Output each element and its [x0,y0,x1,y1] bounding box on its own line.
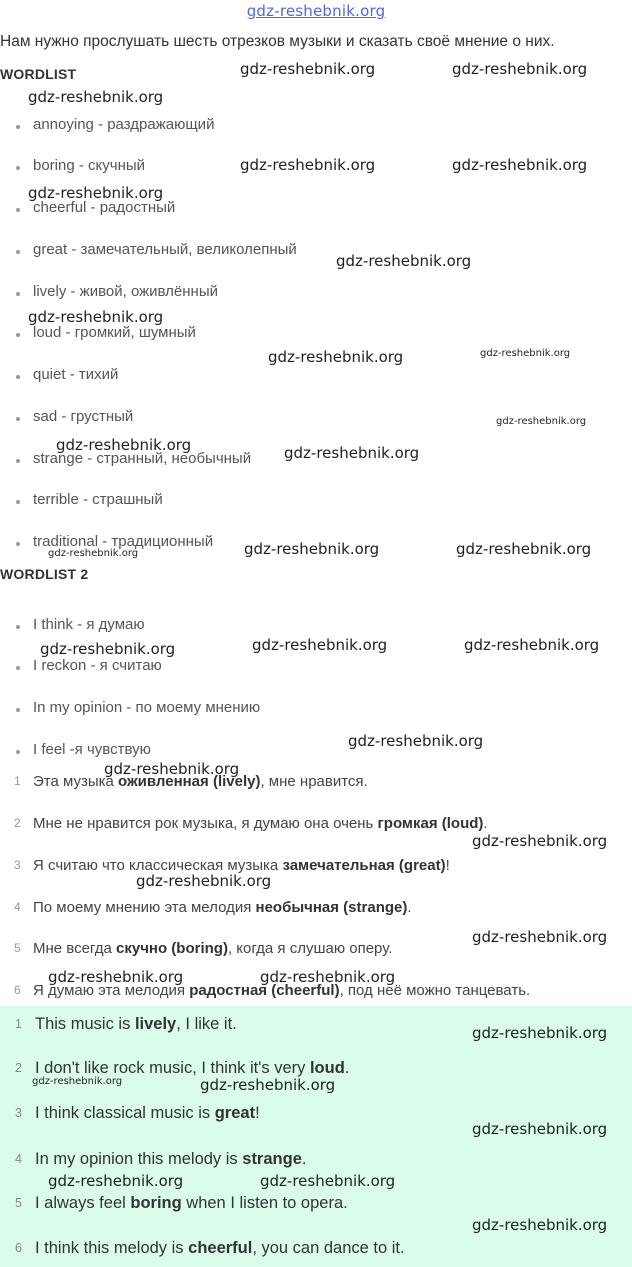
bullet-icon [16,208,20,212]
bullet-icon [16,166,20,170]
watermark: gdz-reshebnik.org [48,1172,184,1190]
watermark: gdz-reshebnik.org [456,540,592,558]
bullet-icon [16,542,20,546]
answer-block: 1 This music is lively, I like it. 2 I don't like rock music, I think it's very loud. 3 I think classical music is great! 4 In my opinion this melody is strange. 5 I always feel boring when I listen to opera. 6 I think this melody is cheerful, you can dance to it. [0,1006,632,1267]
watermark: gdz-reshebnik.org [268,348,404,366]
bullet-icon [16,417,20,421]
watermark: gdz-reshebnik.org [452,156,588,174]
bullet-icon [16,666,20,670]
bullet-icon [16,625,20,629]
watermark: gdz-reshebnik.org [48,548,139,559]
bullet-icon [16,333,20,337]
watermark: gdz-reshebnik.org [28,308,164,326]
watermark: gdz-reshebnik.org [336,252,472,270]
watermark: gdz-reshebnik.org [472,1024,608,1042]
watermark: gdz-reshebnik.org [472,928,608,946]
watermark: gdz-reshebnik.org [480,348,571,359]
bullet-icon [16,750,20,754]
wordlist2-heading: WORDLIST 2 [0,566,89,582]
watermark: gdz-reshebnik.org [348,732,484,750]
site-link[interactable]: gdz-reshebnik.org [246,2,386,20]
watermark: gdz-reshebnik.org [32,1076,123,1087]
watermark: gdz-reshebnik.org [260,968,396,986]
watermark: gdz-reshebnik.org [28,184,164,202]
watermark: gdz-reshebnik.org [40,640,176,658]
bullet-icon [16,708,20,712]
bullet-icon [16,250,20,254]
bullet-icon [16,375,20,379]
watermark: gdz-reshebnik.org [136,872,272,890]
bullet-icon [16,459,20,463]
watermark: gdz-reshebnik.org [200,1076,336,1094]
watermark: gdz-reshebnik.org [252,636,388,654]
bullet-icon [16,500,20,504]
watermark: gdz-reshebnik.org [104,760,240,778]
watermark: gdz-reshebnik.org [48,968,184,986]
watermark: gdz-reshebnik.org [56,436,192,454]
watermark: gdz-reshebnik.org [260,1172,396,1190]
watermark: gdz-reshebnik.org [496,416,587,427]
wordlist-heading: WORDLIST [0,66,77,82]
bullet-icon [16,125,20,129]
intro-text: Нам нужно прослушать шесть отрезков музыки и сказать своё мнение о них. [0,33,555,50]
watermark: gdz-reshebnik.org [472,1216,608,1234]
watermark: gdz-reshebnik.org [464,636,600,654]
watermark: gdz-reshebnik.org [284,444,420,462]
watermark: gdz-reshebnik.org [452,60,588,78]
bullet-icon [16,292,20,296]
watermark: gdz-reshebnik.org [472,832,608,850]
watermark: gdz-reshebnik.org [472,1120,608,1138]
watermark: gdz-reshebnik.org [240,60,376,78]
watermark: gdz-reshebnik.org [244,540,380,558]
watermark: gdz-reshebnik.org [28,88,164,106]
watermark: gdz-reshebnik.org [240,156,376,174]
